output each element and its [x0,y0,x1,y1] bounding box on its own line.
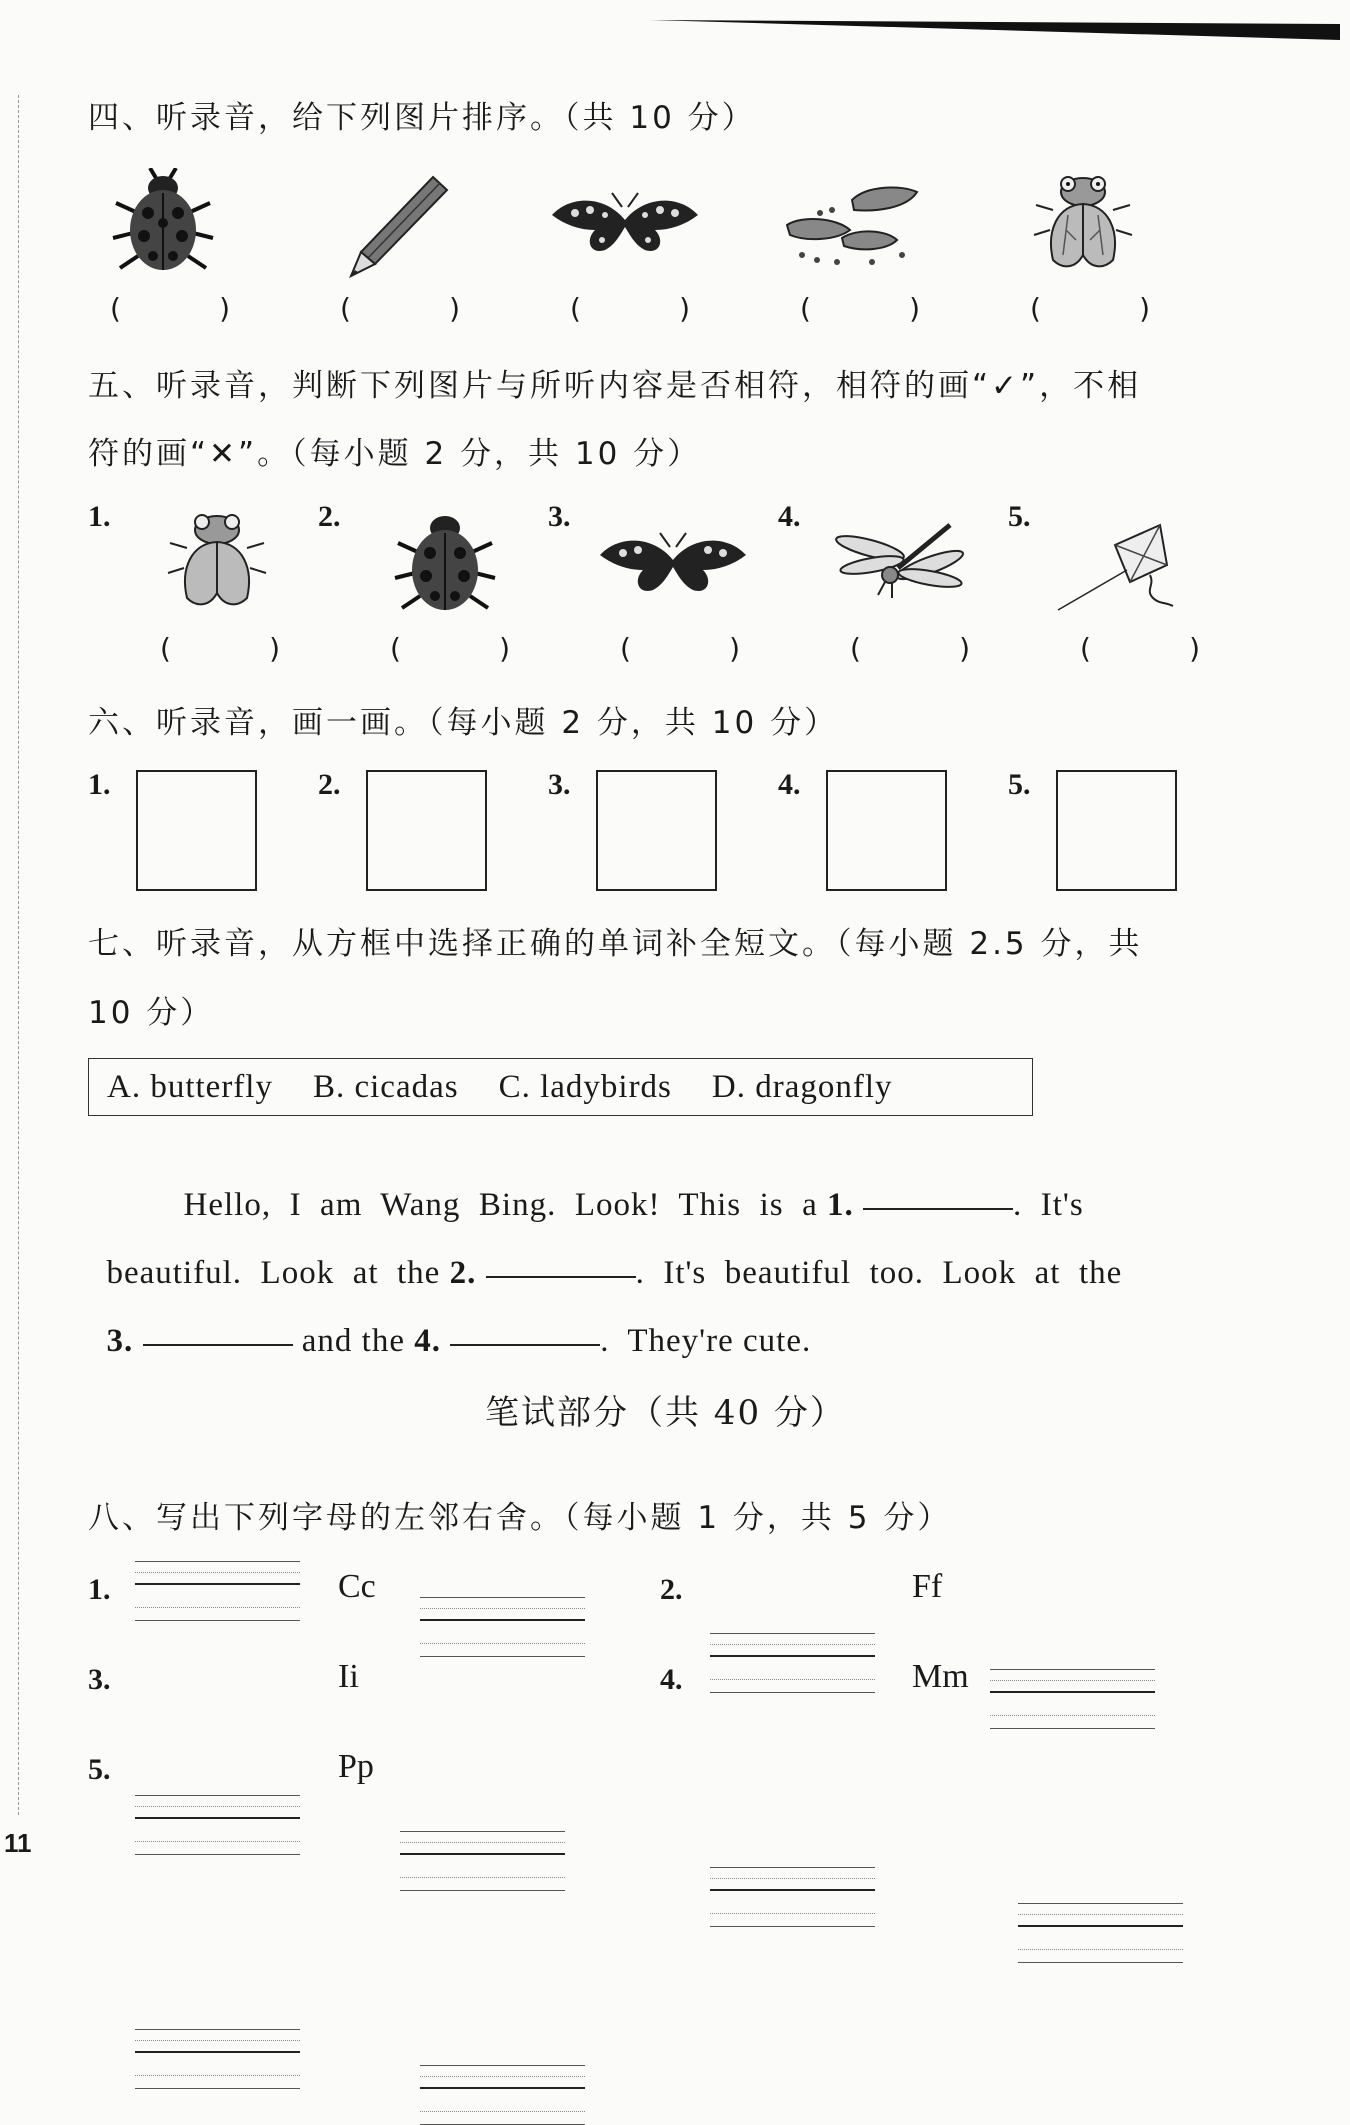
item-number: 2. [660,1573,683,1606]
answer-parens[interactable]: ( ) [160,632,280,665]
item-number: 5. [88,1753,111,1786]
section-7-title-line1: 七、听录音，从方框中选择正确的单词补全短文。（每小题 2.5 分，共 [88,926,1143,962]
passage-line-3: 3. and the 4. . They're cute. [106,1323,812,1359]
writing-line[interactable] [135,2040,300,2076]
item-number: 4. [778,768,801,801]
letter-pair: Mm [912,1658,969,1695]
top-decoration [650,18,1340,40]
word-option: A. butterfly [107,1068,273,1105]
item-number: 1. [88,500,111,533]
blank-2[interactable] [486,1272,636,1278]
writing-line[interactable] [420,1608,585,1644]
passage-line-2: beautiful. Look at the 2. . It's beautiful too. Look at the [106,1255,1123,1291]
word-box [88,1058,1033,1116]
section-5-title-line1: 五、听录音，判断下列图片与所听内容是否相符，相符的画“✓”，不相 [88,368,1142,404]
cicada-icon [1028,170,1138,284]
drawing-box[interactable] [136,770,257,891]
section-4-title: 四、听录音，给下列图片排序。（共 10 分） [88,100,756,136]
answer-parens[interactable]: ( ) [620,632,740,665]
word-option: C. ladybirds [498,1068,672,1105]
item-number: 2. [318,768,341,801]
written-part-title: 笔试部分（共 40 分） [485,1393,846,1433]
section-7-title-line2: 10 分） [88,995,215,1031]
item-number: 3. [548,768,571,801]
butterfly-icon [598,525,748,609]
answer-parens[interactable]: ( ) [110,292,230,325]
writing-line[interactable] [710,1644,875,1680]
drawing-box[interactable] [366,770,487,891]
item-number: 1. [88,1573,111,1606]
cicada-icon [162,508,272,622]
ladybird-icon [390,508,500,622]
writing-line[interactable] [990,1680,1155,1716]
writing-line[interactable] [135,1572,300,1608]
answer-parens[interactable]: ( ) [390,632,510,665]
blank-4[interactable] [450,1340,600,1346]
item-number: 4. [660,1663,683,1696]
pencil-icon [345,172,455,286]
writing-line[interactable] [1018,1914,1183,1950]
answer-parens[interactable]: ( ) [1080,632,1200,665]
letter-pair: Cc [338,1568,376,1605]
writing-line[interactable] [135,1806,300,1842]
item-number: 5. [1008,500,1031,533]
word-option: B. cicadas [312,1068,459,1105]
writing-line[interactable] [400,1842,565,1878]
word-option: D. dragonfly [711,1068,893,1105]
butterfly-icon [550,185,700,269]
letter-pair: Ii [338,1658,359,1695]
item-number: 3. [548,500,571,533]
section-5-title-line2: 符的画“✕”。（每小题 2 分，共 10 分） [88,436,702,472]
letter-pair: Ff [912,1568,943,1605]
answer-parens[interactable]: ( ) [1030,292,1150,325]
item-number: 2. [318,500,341,533]
writing-line[interactable] [420,2076,585,2112]
section-8-title: 八、写出下列字母的左邻右舍。（每小题 1 分，共 5 分） [88,1500,952,1536]
margin-line [18,95,19,1815]
letter-pair: Pp [338,1748,374,1785]
item-number: 4. [778,500,801,533]
item-number: 3. [88,1663,111,1696]
item-number: 5. [1008,768,1031,801]
answer-parens[interactable]: ( ) [850,632,970,665]
writing-line[interactable] [710,1878,875,1914]
answer-parens[interactable]: ( ) [800,292,920,325]
dragonfly-icon [830,520,980,614]
answer-parens[interactable]: ( ) [340,292,460,325]
drawing-box[interactable] [596,770,717,891]
kite-icon [1055,520,1195,619]
blank-1[interactable] [863,1204,1013,1210]
drawing-box[interactable] [1056,770,1177,891]
passage-line-1: Hello, I am Wang Bing. Look! This is a 1. . It's [183,1187,1084,1223]
page-number: 11 [4,1828,32,1858]
drawing-box[interactable] [826,770,947,891]
item-number: 1. [88,768,111,801]
section-6-title: 六、听录音，画一画。（每小题 2 分，共 10 分） [88,705,839,741]
answer-parens[interactable]: ( ) [570,292,690,325]
ladybird-icon [108,168,218,282]
beans-icon [782,180,922,274]
blank-3[interactable] [143,1340,293,1346]
